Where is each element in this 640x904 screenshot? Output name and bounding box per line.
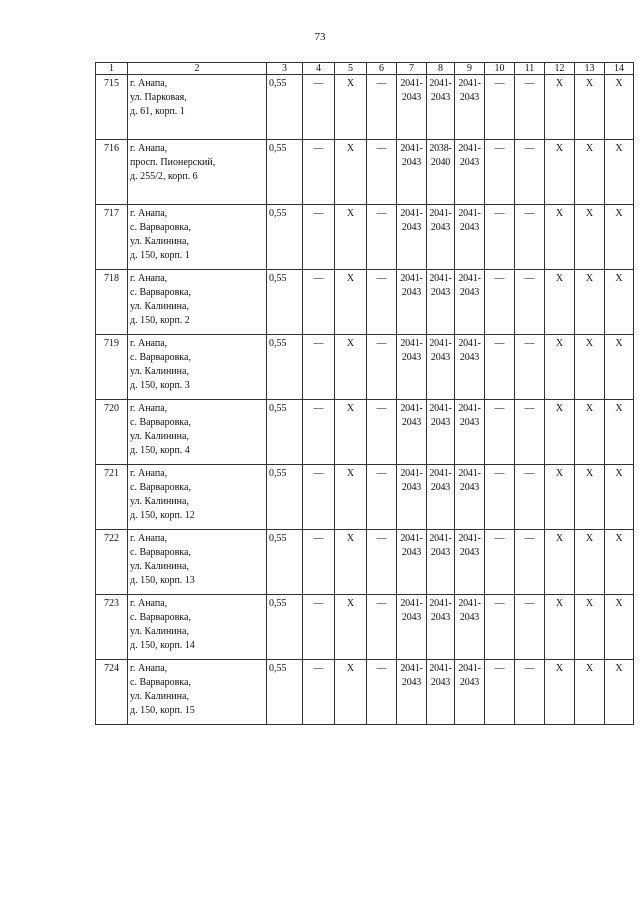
col6-cell: — [367,270,397,335]
period-cell-8-line: 2041- [429,598,452,609]
col4-cell: — [303,140,335,205]
col5-cell: Х [335,270,367,335]
address-cell-line: д. 150, корп. 2 [130,315,190,326]
address-cell-line: г. Анапа, [130,143,168,154]
col6-cell: — [367,465,397,530]
col11-cell: — [515,270,545,335]
period-cell-9-line: 2043 [459,222,480,233]
row-number: 716 [96,140,128,205]
period-cell-8-line: 2041- [429,468,452,479]
col14-cell: Х [605,140,634,205]
period-cell-7-line: 2043 [401,417,422,428]
page-number: 73 [314,31,326,43]
period-cell-8-line: 2043 [430,612,451,623]
address-cell-line: ул. Калинина, [130,691,189,702]
value-cell: 0,55 [267,335,303,400]
period-cell-7-line: 2041- [400,598,423,609]
col5-cell: Х [335,465,367,530]
col14-cell: Х [605,465,634,530]
address-cell-line: ул. Калинина, [130,626,189,637]
period-cell-7-line: 2043 [401,547,422,558]
col6-cell: — [367,530,397,595]
table-row [96,140,634,205]
address-cell-line: д. 150, корп. 4 [130,445,190,456]
period-cell-8 [427,270,455,335]
value-cell: 0,55 [267,75,303,140]
period-cell-9-line: 2043 [459,157,480,168]
column-header-3: 3 [267,63,303,75]
period-cell-9 [455,270,485,335]
address-cell-line: ул. Калинина, [130,561,189,572]
col4-cell: — [303,335,335,400]
table-row [96,335,634,400]
address-cell-line: г. Анапа, [130,338,168,349]
address-cell [128,660,267,725]
col12-cell: Х [545,400,575,465]
col12-cell: Х [545,660,575,725]
col5-cell: Х [335,595,367,660]
col13-cell: Х [575,270,605,335]
col11-cell: — [515,335,545,400]
col6-cell: — [367,75,397,140]
column-header-8: 8 [427,63,455,75]
period-cell-9 [455,595,485,660]
period-cell-9 [455,140,485,205]
col14-cell: Х [605,530,634,595]
period-cell-8-line: 2041- [429,78,452,89]
period-cell-9-line: 2043 [459,92,480,103]
address-cell-line: г. Анапа, [130,403,168,414]
period-cell-7 [397,465,427,530]
address-cell-line: г. Анапа, [130,208,168,219]
col13-cell: Х [575,660,605,725]
address-cell [128,335,267,400]
period-cell-9 [455,75,485,140]
row-number: 724 [96,660,128,725]
address-cell-line: ул. Калинина, [130,301,189,312]
col6-cell: — [367,335,397,400]
address-cell-line: д. 150, корп. 3 [130,380,190,391]
period-cell-7 [397,140,427,205]
period-cell-9 [455,465,485,530]
value-cell: 0,55 [267,140,303,205]
value-cell: 0,55 [267,205,303,270]
address-cell-line: д. 61, корп. 1 [130,106,185,117]
col12-cell: Х [545,465,575,530]
period-cell-8-line: 2043 [430,417,451,428]
address-cell [128,595,267,660]
period-cell-8-line: 2043 [430,92,451,103]
period-cell-7-line: 2041- [400,663,423,674]
period-cell-9-line: 2041- [458,143,481,154]
column-header-13: 13 [575,63,605,75]
col14-cell: Х [605,660,634,725]
value-cell: 0,55 [267,465,303,530]
col12-cell: Х [545,140,575,205]
period-cell-7-line: 2043 [401,352,422,363]
col12-cell: Х [545,335,575,400]
col10-cell: — [485,465,515,530]
period-cell-7-line: 2041- [400,78,423,89]
value-cell: 0,55 [267,400,303,465]
col10-cell: — [485,530,515,595]
period-cell-7-line: 2043 [401,677,422,688]
column-header-14: 14 [605,63,634,75]
address-cell-line: с. Варваровка, [130,547,191,558]
col11-cell: — [515,205,545,270]
address-cell-line: ул. Калинина, [130,496,189,507]
period-cell-8 [427,400,455,465]
col11-cell: — [515,140,545,205]
address-cell-line: г. Анапа, [130,598,168,609]
address-cell-line: д. 150, корп. 1 [130,250,190,261]
col10-cell: — [485,660,515,725]
period-cell-7-line: 2043 [401,482,422,493]
address-cell [128,530,267,595]
period-cell-8-line: 2041- [429,663,452,674]
period-cell-9 [455,660,485,725]
address-cell-line: с. Варваровка, [130,222,191,233]
period-cell-9 [455,530,485,595]
period-cell-7-line: 2041- [400,403,423,414]
period-cell-9-line: 2041- [458,468,481,479]
value-cell: 0,55 [267,595,303,660]
col12-cell: Х [545,205,575,270]
period-cell-8-line: 2040 [430,157,451,168]
column-header-9: 9 [455,63,485,75]
col13-cell: Х [575,530,605,595]
period-cell-8 [427,660,455,725]
address-cell-line: с. Варваровка, [130,287,191,298]
col4-cell: — [303,400,335,465]
col11-cell: — [515,400,545,465]
col10-cell: — [485,205,515,270]
period-cell-9-line: 2041- [458,273,481,284]
address-cell-line: с. Варваровка, [130,677,191,688]
col14-cell: Х [605,400,634,465]
col6-cell: — [367,595,397,660]
table-row [96,270,634,335]
period-cell-7-line: 2041- [400,273,423,284]
col13-cell: Х [575,465,605,530]
period-cell-7 [397,270,427,335]
period-cell-8-line: 2038- [429,143,452,154]
col13-cell: Х [575,595,605,660]
value-cell: 0,55 [267,530,303,595]
period-cell-7 [397,205,427,270]
row-number: 723 [96,595,128,660]
table-row [96,205,634,270]
col11-cell: — [515,660,545,725]
col6-cell: — [367,140,397,205]
col10-cell: — [485,140,515,205]
period-cell-7-line: 2041- [400,208,423,219]
col4-cell: — [303,270,335,335]
col4-cell: — [303,465,335,530]
address-cell-line: с. Варваровка, [130,417,191,428]
period-cell-8 [427,205,455,270]
column-header-2: 2 [128,63,267,75]
period-cell-7 [397,530,427,595]
period-cell-9-line: 2041- [458,663,481,674]
address-cell-line: д. 150, корп. 13 [130,575,195,586]
period-cell-9-line: 2041- [458,78,481,89]
col14-cell: Х [605,595,634,660]
period-cell-9 [455,400,485,465]
address-cell-line: ул. Калинина, [130,366,189,377]
period-cell-8 [427,530,455,595]
col10-cell: — [485,400,515,465]
period-cell-7 [397,595,427,660]
address-cell-line: д. 255/2, корп. 6 [130,171,198,182]
col11-cell: — [515,465,545,530]
period-cell-8-line: 2041- [429,273,452,284]
col4-cell: — [303,660,335,725]
period-cell-8-line: 2043 [430,677,451,688]
value-cell: 0,55 [267,270,303,335]
col14-cell: Х [605,205,634,270]
address-cell-line: д. 150, корп. 12 [130,510,195,521]
col12-cell: Х [545,595,575,660]
period-cell-8-line: 2043 [430,222,451,233]
column-header-11: 11 [515,63,545,75]
period-cell-8 [427,335,455,400]
col13-cell: Х [575,75,605,140]
period-cell-8 [427,140,455,205]
table-row [96,660,634,725]
period-cell-9-line: 2043 [459,612,480,623]
col10-cell: — [485,595,515,660]
period-cell-7 [397,660,427,725]
row-number: 719 [96,335,128,400]
period-cell-7-line: 2043 [401,92,422,103]
col10-cell: — [485,75,515,140]
col10-cell: — [485,270,515,335]
row-number: 720 [96,400,128,465]
col6-cell: — [367,660,397,725]
row-number: 721 [96,465,128,530]
col5-cell: Х [335,205,367,270]
col5-cell: Х [335,660,367,725]
row-number: 722 [96,530,128,595]
col5-cell: Х [335,530,367,595]
address-cell [128,270,267,335]
table-row [96,595,634,660]
table-row [96,465,634,530]
column-header-7: 7 [397,63,427,75]
column-header-5: 5 [335,63,367,75]
address-cell-line: г. Анапа, [130,533,168,544]
period-cell-9-line: 2041- [458,598,481,609]
period-cell-8-line: 2041- [429,208,452,219]
address-cell-line: г. Анапа, [130,468,168,479]
period-cell-8-line: 2041- [429,533,452,544]
row-number: 718 [96,270,128,335]
col11-cell: — [515,595,545,660]
address-cell-line: ул. Калинина, [130,431,189,442]
table-row [96,75,634,140]
col4-cell: — [303,205,335,270]
row-number: 715 [96,75,128,140]
period-cell-7-line: 2041- [400,533,423,544]
address-cell-line: с. Варваровка, [130,482,191,493]
period-cell-8 [427,595,455,660]
table-row [96,400,634,465]
col4-cell: — [303,75,335,140]
col13-cell: Х [575,205,605,270]
address-cell [128,205,267,270]
col5-cell: Х [335,140,367,205]
column-header-6: 6 [367,63,397,75]
address-cell [128,140,267,205]
address-cell [128,75,267,140]
col14-cell: Х [605,270,634,335]
col4-cell: — [303,595,335,660]
col11-cell: — [515,75,545,140]
col12-cell: Х [545,530,575,595]
period-cell-9-line: 2043 [459,547,480,558]
period-cell-8-line: 2043 [430,287,451,298]
col6-cell: — [367,400,397,465]
period-cell-7 [397,400,427,465]
col14-cell: Х [605,75,634,140]
period-cell-9-line: 2041- [458,533,481,544]
period-cell-9-line: 2043 [459,677,480,688]
schedule-table [95,62,634,725]
period-cell-8-line: 2041- [429,338,452,349]
period-cell-7-line: 2041- [400,338,423,349]
period-cell-7-line: 2043 [401,612,422,623]
address-cell [128,465,267,530]
col13-cell: Х [575,335,605,400]
address-cell-line: просп. Пионерский, [130,157,216,168]
address-cell-line: д. 150, корп. 15 [130,705,195,716]
address-cell-line: г. Анапа, [130,663,168,674]
period-cell-7 [397,335,427,400]
column-header-12: 12 [545,63,575,75]
period-cell-7-line: 2041- [400,468,423,479]
column-header-1: 1 [96,63,128,75]
col13-cell: Х [575,140,605,205]
table-row [96,530,634,595]
period-cell-7 [397,75,427,140]
period-cell-8-line: 2043 [430,482,451,493]
table-header-row [96,63,634,75]
col11-cell: — [515,530,545,595]
address-cell [128,400,267,465]
period-cell-9-line: 2043 [459,417,480,428]
value-cell: 0,55 [267,660,303,725]
address-cell-line: ул. Калинина, [130,236,189,247]
period-cell-9 [455,205,485,270]
row-number: 717 [96,205,128,270]
col12-cell: Х [545,270,575,335]
col5-cell: Х [335,75,367,140]
col12-cell: Х [545,75,575,140]
period-cell-8-line: 2043 [430,547,451,558]
period-cell-9-line: 2041- [458,208,481,219]
col13-cell: Х [575,400,605,465]
address-cell-line: ул. Парковая, [130,92,187,103]
period-cell-9-line: 2041- [458,403,481,414]
address-cell-line: г. Анапа, [130,273,168,284]
period-cell-7-line: 2041- [400,143,423,154]
address-cell-line: г. Анапа, [130,78,168,89]
col4-cell: — [303,530,335,595]
period-cell-9-line: 2043 [459,287,480,298]
period-cell-8-line: 2043 [430,352,451,363]
period-cell-9-line: 2043 [459,482,480,493]
col6-cell: — [367,205,397,270]
col10-cell: — [485,335,515,400]
period-cell-7-line: 2043 [401,157,422,168]
period-cell-9 [455,335,485,400]
period-cell-8 [427,75,455,140]
period-cell-9-line: 2043 [459,352,480,363]
col5-cell: Х [335,335,367,400]
period-cell-7-line: 2043 [401,287,422,298]
address-cell-line: с. Варваровка, [130,352,191,363]
column-header-4: 4 [303,63,335,75]
period-cell-7-line: 2043 [401,222,422,233]
period-cell-8-line: 2041- [429,403,452,414]
col5-cell: Х [335,400,367,465]
col14-cell: Х [605,335,634,400]
period-cell-8 [427,465,455,530]
period-cell-9-line: 2041- [458,338,481,349]
address-cell-line: с. Варваровка, [130,612,191,623]
column-header-10: 10 [485,63,515,75]
address-cell-line: д. 150, корп. 14 [130,640,195,651]
